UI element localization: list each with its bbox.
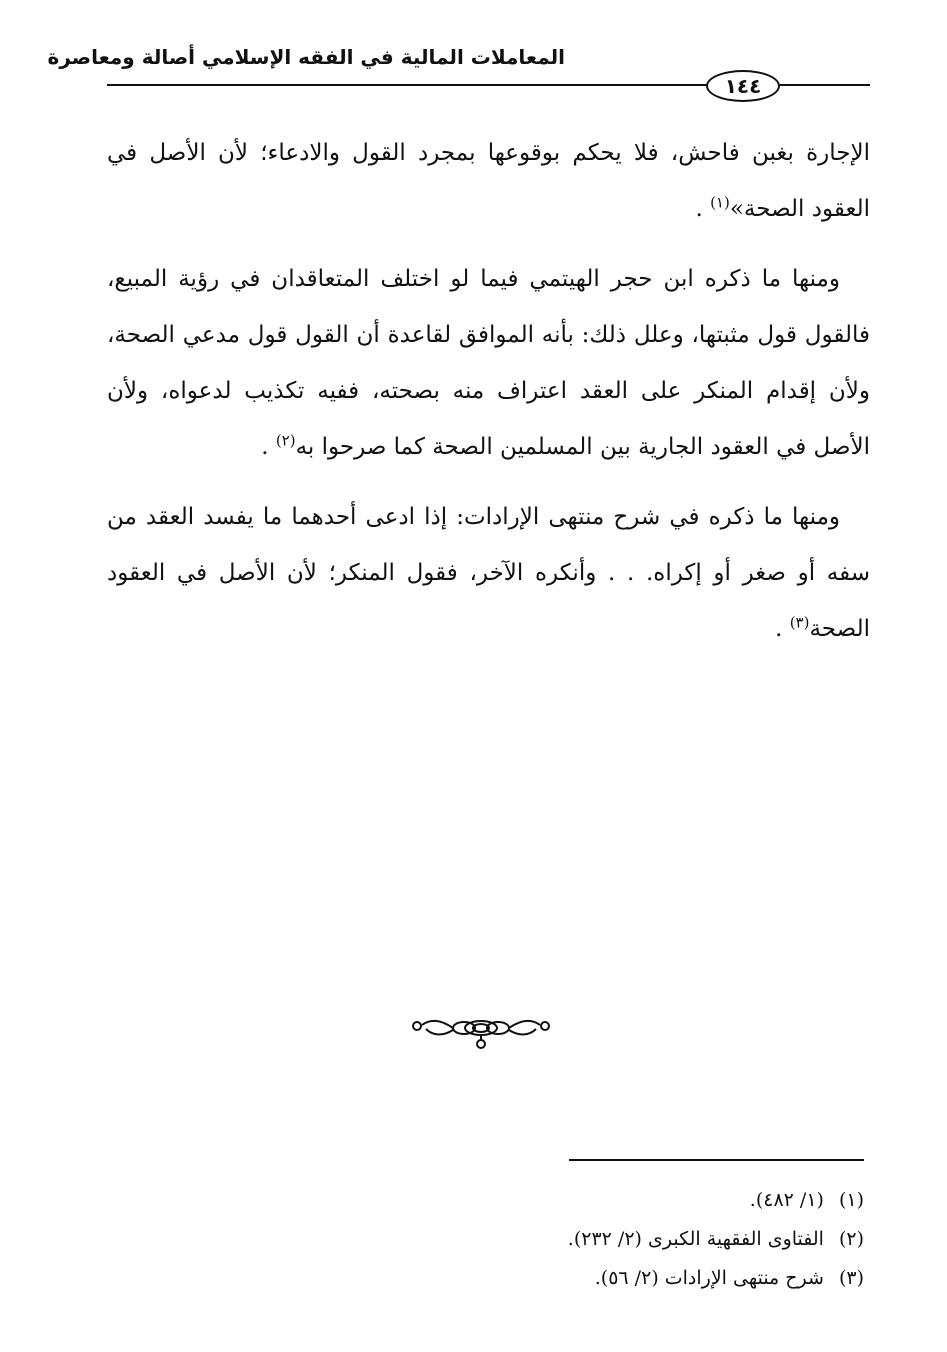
paragraph-2 bbox=[107, 251, 870, 475]
paragraph-1-end: . bbox=[695, 196, 703, 222]
footnote-ref-1: (١) bbox=[710, 193, 730, 212]
paragraph-1-text: الإجارة بغبن فاحش، فلا يحكم بوقوعها بمجرد القول والادعاء؛ لأن الأصل في العقود الصحة» bbox=[107, 140, 870, 222]
running-header-title: المعاملات المالية في الفقه الإسلامي أصالة ومعاصرة bbox=[47, 45, 565, 69]
paragraph-3-end: . bbox=[775, 616, 783, 642]
footnote-ref-3: (٣) bbox=[789, 613, 810, 632]
footnotes bbox=[364, 1181, 864, 1298]
footnote-number: (٢) bbox=[838, 1228, 864, 1250]
footnote-2 bbox=[364, 1220, 864, 1259]
footnote-number: (١) bbox=[838, 1189, 864, 1211]
footnote-text: (١/ ٤٨٢). bbox=[749, 1189, 824, 1211]
page-number: ١٤٤ bbox=[724, 74, 762, 98]
main-text bbox=[107, 125, 870, 671]
paragraph-3 bbox=[107, 489, 870, 657]
footnote-3 bbox=[364, 1259, 864, 1298]
footnote-ref-2: (٢) bbox=[275, 431, 296, 450]
paragraph-1 bbox=[107, 125, 870, 237]
paragraph-2-end: . bbox=[261, 434, 269, 460]
decorative-ornament-icon bbox=[408, 1015, 554, 1049]
footnote-number: (٣) bbox=[838, 1267, 864, 1289]
paragraph-3-text: ومنها ما ذكره في شرح منتهى الإرادات: إذا ادعى أحدهما ما يفسد العقد من سفه أو صغر أو إكراه. . . وأنكره الآخر، فقول المنكر؛ لأن الأصل في العقود الصحة bbox=[107, 504, 870, 642]
footnote-text: الفتاوى الفقهية الكبرى (٢/ ٢٣٢). bbox=[567, 1228, 824, 1250]
footnote-1 bbox=[364, 1181, 864, 1220]
footnote-separator bbox=[569, 1159, 864, 1161]
page-number-badge bbox=[706, 70, 780, 102]
footnote-text: شرح منتهى الإرادات (٢/ ٥٦). bbox=[594, 1267, 824, 1289]
paragraph-2-text: ومنها ما ذكره ابن حجر الهيتمي فيما لو اختلف المتعاقدان في رؤية المبيع، فالقول قول مثبتها، وعلل ذلك: بأنه الموافق لقاعدة أن القول قول مدعي الصحة، ولأن إقدام المنكر على العقد اعتراف منه بصحته، ففيه تكذيب لدعواه، ولأن الأصل في العقود الجارية بين المسلمين الصحة كما صرحوا به bbox=[107, 266, 870, 460]
